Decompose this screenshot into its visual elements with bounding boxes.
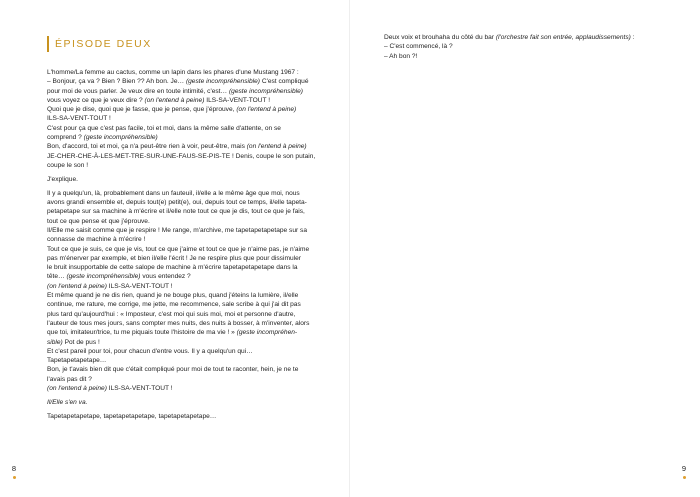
text-line: Il y a quelqu'un, là, probablement dans un fauteuil, il/elle a le même âge que moi, nous [47,189,300,197]
text-line: Et même quand je ne dis rien, quand je ne bouge plus, quand j'éteins la lumière, il/elle [47,292,299,300]
stage-direction [47,398,323,407]
text-line: JE-CHER-CHE-À-LES-MET-TRE-SUR-UNE-FAUS-SE-PIS-TE ! Denis, coupe le son putain, [47,152,316,160]
section-header [47,33,152,55]
text-line: sible) Pot de pus ! [47,338,100,346]
text-line: Tapetapetapetape… [47,357,107,365]
page-marker-dot [13,476,16,479]
text-line: Et c'est pareil pour toi, pour chacun d'entre vous. Il y a quelqu'un qui… [47,347,253,355]
episode-title: ÉPISODE DEUX [55,38,152,50]
dialogue-body [47,68,323,421]
text-line: que toi, imitateur/trice, tu me piquais toute l'histoire de ma vie ! » (geste incompréhen- [47,329,298,337]
text-line: comprend ? (geste incompréhensible) [47,134,158,142]
text-line: – C'est commencé, là ? [384,43,453,51]
text-line: Deux voix et brouhaha du côté du bar (l'orchestre fait son entrée, applaudissements) : [384,34,635,41]
text-line: (on l'entend à peine) ILS-SA-VENT-TOUT ! [47,384,173,392]
paragraph-closing [47,412,323,421]
text-line: – Bonjour, ça va ? Bien ? Bien ?? Ah bon. Je… (geste incompréhensible) C'est compliqué [47,78,309,86]
page-number-left: 8 [8,464,20,479]
text-line: connasse de machine à m'écrire ! [47,236,146,244]
text-line: Quoi que je dise, quoi que je fasse, que je pense, que j'éprouve, (on l'entend à peine) [47,106,297,114]
text-line: avons grandi ensemble et, depuis tout(e) petit(e), oui, depuis tout ce temps, il/elle tapeta- [47,199,307,207]
text-line: plus tard qu'aujourd'hui : « Imposteur, c'est moi qui suis moi, moi et personne d'autre, [47,310,296,318]
text-line: (on l'entend à peine) ILS-SA-VENT-TOUT ! [47,282,173,290]
text-line: pas m'énerver par exemple, et bien il/elle l'écrit ! Je ne respire plus que pour dissimuler [47,254,301,262]
page-number-right: 9 [678,464,690,479]
text-line: Tout ce que je suis, ce que je vis, tout ce que j'aime et tout ce que je n'aime pas, je n'aime [47,245,310,253]
text-line: Il/Elle s'en va. [47,398,88,406]
text-line: L'homme/La femme au cactus, comme un lapin dans les phares d'une Mustang 1967 : [47,69,299,76]
text-line: – Ah bon ?! [384,52,418,60]
right-page-text [384,33,654,61]
text-line: le bruit insupportable de cette salope de machine à m'écrire tapetapetapetape dans la [47,264,298,272]
paragraph-monologue [47,189,323,394]
text-line: Bon, je t'avais bien dit que c'était compliqué pour moi de tout te raconter, hein, je ne te [47,366,299,374]
text-line: Il/Elle me saisit comme que je respire ! Me range, m'archive, me tapetapetapetape sur sa [47,226,308,234]
text-line: tête… (geste incompréhensible) vous entendez ? [47,273,191,281]
text-line: vous voyez ce que je veux dire ? (on l'entend à peine) ILS-SA-VENT-TOUT ! [47,96,271,104]
text-line: petapetape sur sa machine à m'écrire et il/elle note tout ce que je dis, tout ce que je fais, [47,208,305,216]
text-line: ILS-SA-VENT-TOUT ! [47,115,111,123]
text-line: l'avais pas dit ? [47,375,92,383]
text-line: C'est pour ça que c'est pas facile, toi et moi, dans la même salle d'attente, on se [47,124,281,132]
paragraph-intro [47,68,323,170]
text-line: pour moi de vous parler. Je veux dire en toute intimité, c'est… (geste incompréhensible) [47,87,303,95]
accent-bar [47,36,49,52]
text-line: l'auteur de tous mes jours, sans compter mes nuits, des nuits à bosser, à m'inventer, alors [47,319,310,327]
text-line: tout ce que pense et que j'éprouve. [47,217,150,225]
text-line: continue, me rature, me corrige, me jette, me recommence, sale scribe à qui j'ai dit pas [47,301,301,309]
right-page [350,0,700,497]
paragraph-explain [47,175,323,184]
text-line: Bon, d'accord, toi et moi, ça n'a peut-être rien à voir, peut-être, mais (on l'entend à peine) [47,143,307,151]
text-line: Tapetapetapetape, tapetapetapetape, tapetapetapetape… [47,412,217,420]
text-line: J'explique. [47,175,78,183]
page-marker-dot [683,476,686,479]
text-line: coupe le son ! [47,161,89,169]
